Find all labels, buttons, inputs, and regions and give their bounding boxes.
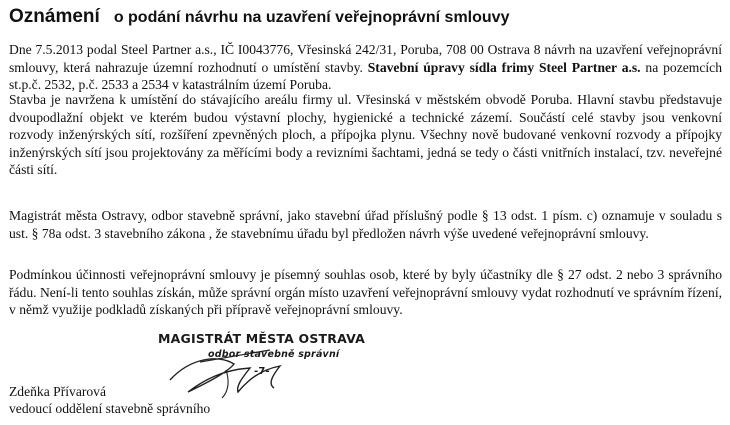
stamp-authority: MAGISTRÁT MĚSTA OSTRAVA xyxy=(158,331,366,346)
paragraph-announcement: Magistrát města Ostravy, odbor stavebně správní, jako stavební úřad příslušný podle § 13 odst. 1 písm. c) oznamuje v souladu s ust. § 78a odst. 3 stavebního zákona , že stavebnímu úřadu byl předložen návrh výše uvedené veřejnoprávní smlouvy. xyxy=(9,208,722,241)
page-title xyxy=(9,6,509,28)
paragraph-condition: Podmínkou účinnosti veřejnoprávní smlouvy je písemný souhlas osob, které by byly účastníky dle § 27 odst. 2 nebo 3 správního řádu. Není-li tento souhlas získán, může správní orgán místo uzavření veřejnoprávní smlouvy vydat rozhodnutí ve správním řízení, v němž využije podkladů získaných při přípravě veřejnoprávní smlouvy. xyxy=(9,267,722,318)
title-main: Oznámení xyxy=(9,6,100,27)
stamp-number: -7- xyxy=(254,366,270,377)
title-subtitle: o podání návrhu na uzavření veřejnoprávní smlouvy xyxy=(113,9,510,26)
signatory-name: Zdeňka Přívarová xyxy=(9,384,107,399)
project-name: Stavební úpravy sídla frimy Steel Partner a.s. xyxy=(367,59,641,75)
paragraph-proposal xyxy=(9,41,722,94)
paragraph-description: Stavba je navržena k umístění do stávajícího areálu firmy ul. Vřesinská v městském obvodě Poruba. Hlavní stavbu představuje dvoupodlažní objekt ve kterém budou výstavní plochy, hygienické a technické zázemí. Součástí celé stavby jsou venkovní rozvody inženýrských sítí, rozšíření zpevněných ploch, a přípojka plynu. Všechny nově budované venkovní rozvody a přípojky inženýrských sítí jsou projektovány za měřícími body a revizními šachtami, jedná se tedy o části vnitřních instalací, tzv. neveřejné části sítí. xyxy=(9,92,722,178)
paragraph-proposal-text-a: Dne 7.5.2013 podal Steel Partner a.s., IČ I0043776, Vřesinská 242/31, Poruba, 708 00 Ostrava 8 návrh na uzavření veřejnoprávní smlouvy, která nahrazuje územní rozhodnutí o umístění stavby. xyxy=(9,42,722,75)
stamp-department: odbor stavebně správní xyxy=(208,349,340,360)
paragraph-proposal-text-b: na pozemcích st.p.č. 2532, p.č. 2533 a 2534 v katastrálním území Poruba. xyxy=(9,59,723,93)
signatory-role: vedoucí oddělení stavebně správního xyxy=(9,401,211,416)
